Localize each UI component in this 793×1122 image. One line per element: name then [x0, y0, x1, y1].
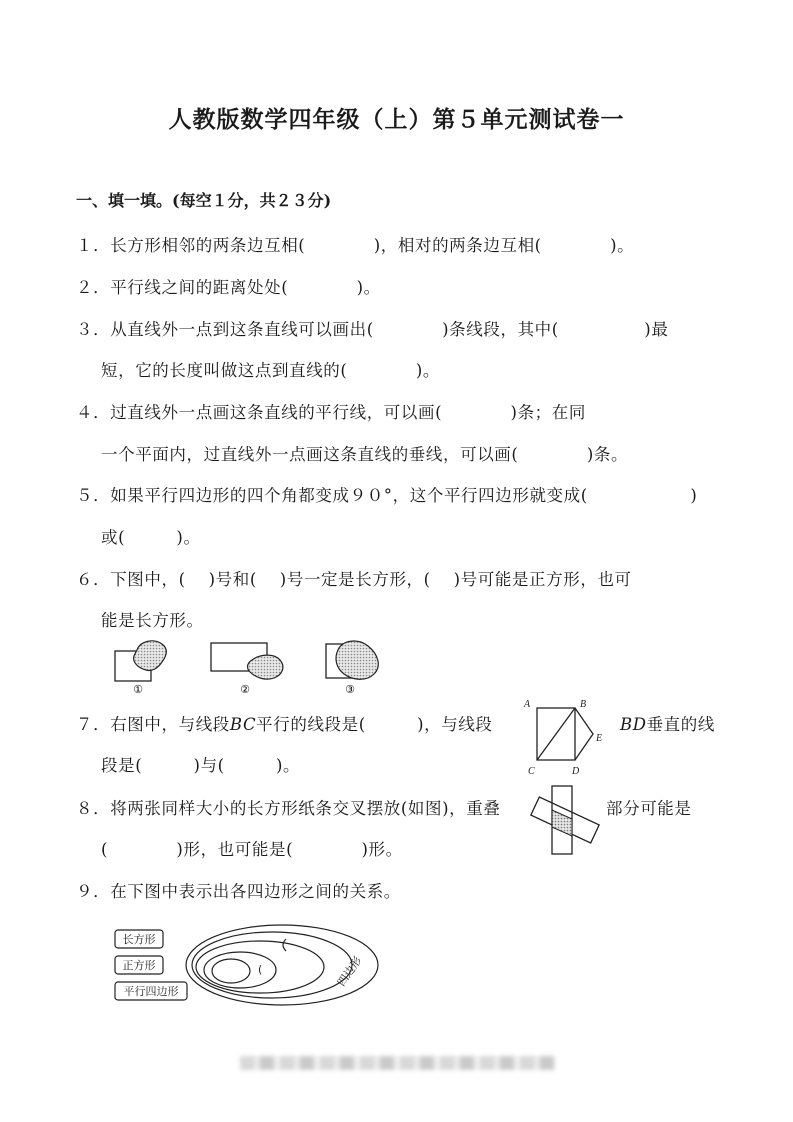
figure-3-label: ③	[345, 683, 355, 696]
question-5-line-2: 或( )。	[101, 528, 201, 547]
figure-2-label: ②	[240, 683, 250, 696]
q7-point-d: D	[572, 766, 580, 777]
question-3-line-1: ３．从直线外一点到这条直线可以画出( )条线段，其中( )最	[76, 320, 669, 339]
label-quadrilateral: 四边形	[334, 954, 365, 989]
q7-point-c: C	[528, 766, 535, 777]
box-rectangle: 长方形	[122, 933, 156, 946]
figure-1	[115, 641, 166, 696]
q8-figure	[530, 784, 600, 856]
q7-text-c: 垂直的线	[646, 715, 715, 734]
question-4-line-2: 一个平面内，过直线外一点画这条直线的垂线，可以画( )条。	[101, 445, 629, 464]
figure-3	[326, 641, 378, 696]
blurred-footer-watermark	[240, 1056, 555, 1070]
question-2: ２．平行线之间的距离处处( )。	[76, 278, 381, 297]
q7-text-b: 平行的线段是( )，与线段	[256, 715, 493, 734]
q9-blank-parentheses: ( )	[258, 963, 278, 976]
q7-point-b: B	[580, 699, 587, 710]
question-4-line-1: ４．过直线外一点画这条直线的平行线，可以画( )条；在同	[76, 403, 586, 422]
section-1-heading: 一、填一填。(每空１分，共２３分)	[76, 191, 332, 210]
q7-segment-bc: BC	[229, 715, 257, 734]
question-1: １．长方形相邻的两条边互相( )，相对的两条边互相( )。	[76, 236, 635, 255]
q7-segment-bd: BD	[620, 715, 647, 734]
question-8-line-1-part-2: 部分可能是	[606, 799, 692, 818]
question-5-line-1: ５．如果平行四边形的四个角都变成９０°，这个平行四边形就变成( )	[76, 486, 698, 505]
question-6-line-1: ６．下图中，( )号和( )号一定是长方形，( )号可能是正方形，也可	[76, 570, 632, 589]
q6-figures	[110, 638, 390, 700]
box-square: 正方形	[122, 959, 156, 972]
q9-diagram	[110, 915, 390, 1007]
question-8-line-1-part-1: ８．将两张同样大小的长方形纸条交叉摆放(如图)，重叠	[76, 799, 501, 818]
question-6-line-2: 能是长方形。	[101, 611, 204, 630]
question-7-line-1-part-2	[620, 711, 715, 735]
question-3-line-2: 短，它的长度叫做这点到直线的( )。	[101, 361, 440, 380]
question-7-line-1-part-1	[76, 711, 493, 735]
page-title: 人教版数学四年级（上）第５单元测试卷一	[168, 106, 625, 133]
figure-1-label: ①	[133, 683, 143, 696]
question-8-line-2: ( )形，也可能是( )形。	[101, 840, 403, 859]
q7-text-a: ７．右图中，与线段	[76, 715, 230, 734]
figure-2	[211, 643, 283, 696]
question-9: ９．在下图中表示出各四边形之间的关系。	[76, 882, 401, 901]
q7-point-a: A	[524, 699, 531, 710]
q7-figure	[520, 696, 610, 780]
box-parallelogram: 平行四边形	[123, 985, 179, 998]
question-7-line-2: 段是( )与( )。	[101, 756, 301, 775]
q7-point-e: E	[596, 733, 603, 744]
